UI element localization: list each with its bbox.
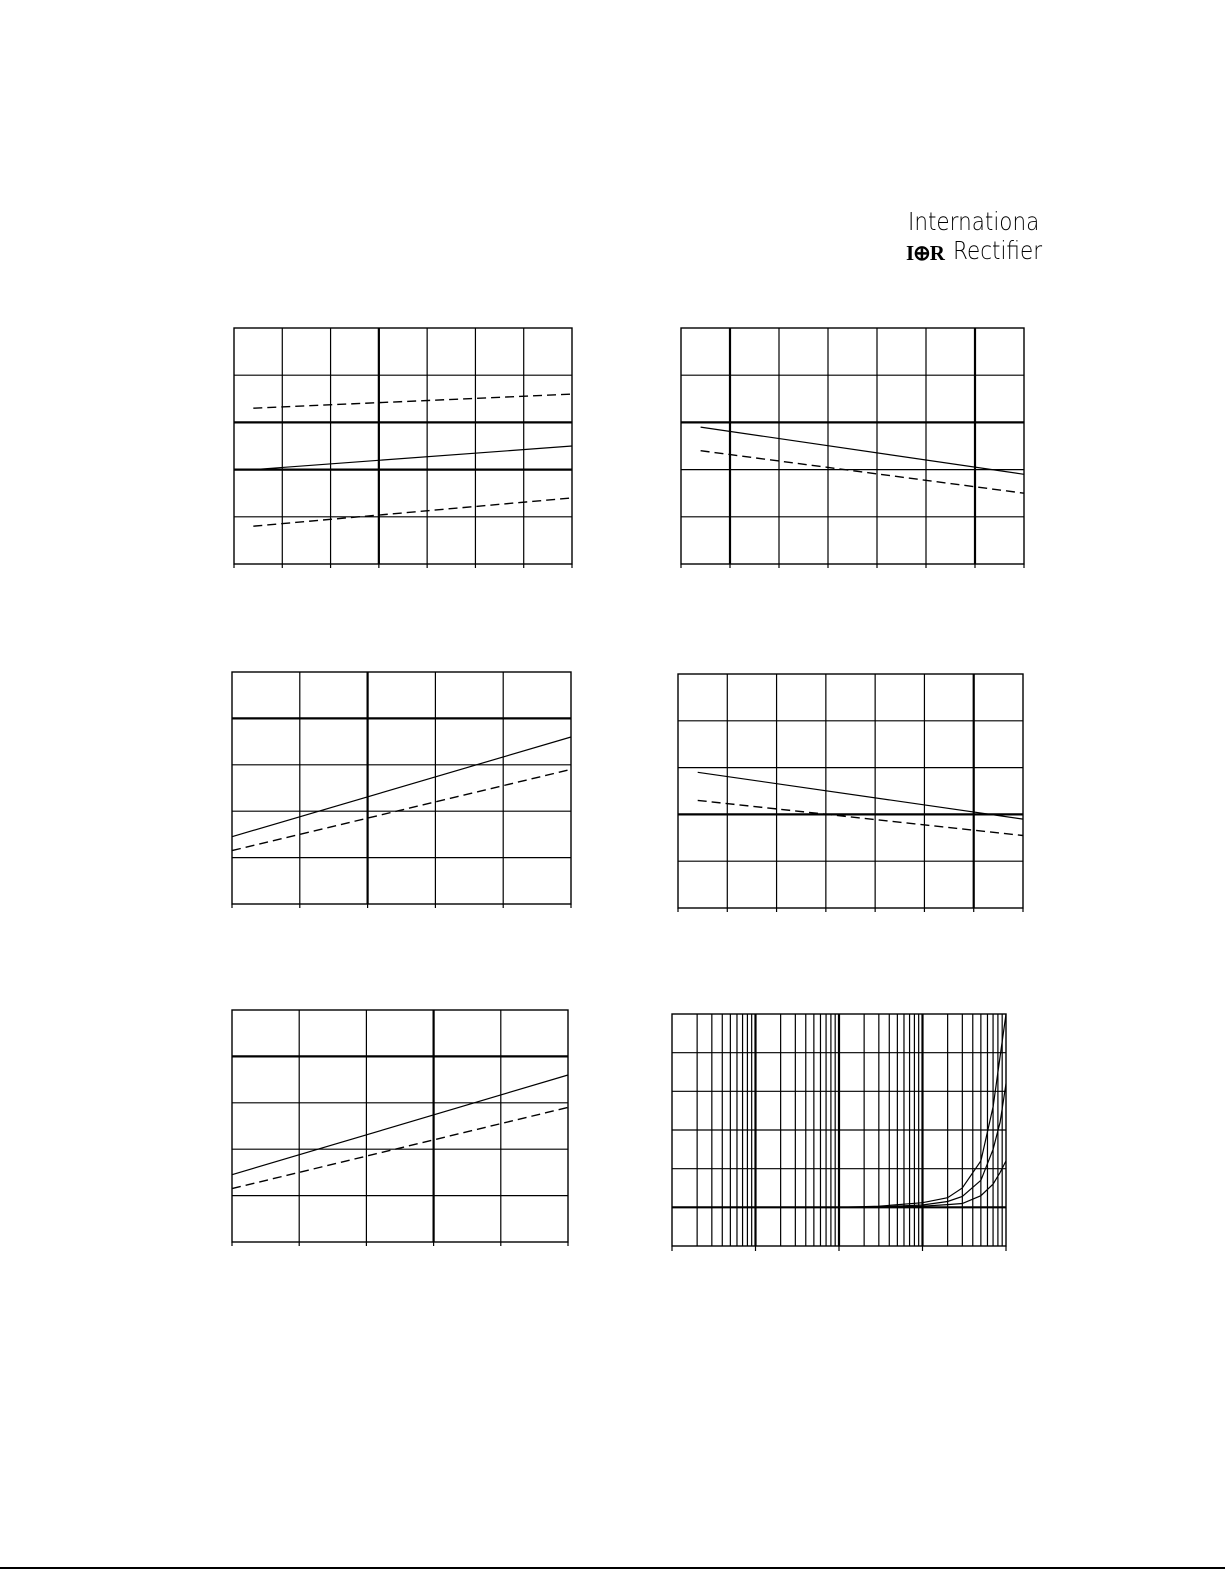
company-logo: [905, 207, 1045, 269]
series-line-2: [232, 769, 571, 850]
series-line-1: [232, 737, 571, 837]
logo-line-rectifier: Rectifier: [953, 236, 1043, 265]
chart-bottom-right: [672, 1014, 1006, 1246]
plot-frame: [681, 328, 1024, 564]
logo-ior-mark: I⊕R: [906, 241, 944, 265]
chart-middle-right: [678, 674, 1023, 908]
plot-frame: [232, 1010, 568, 1242]
series-line-1: [232, 1075, 568, 1175]
chart-top-left: [234, 328, 572, 564]
plot-frame: [234, 328, 572, 564]
plot-frame: [232, 672, 571, 904]
chart-middle-left: [232, 672, 571, 904]
series-line-2: [232, 1107, 568, 1188]
chart-bottom-left: [232, 1010, 568, 1242]
chart-top-right: [681, 328, 1024, 564]
plot-frame: [678, 674, 1023, 908]
logo-line-international: Internationa: [908, 207, 1040, 236]
footer-rule: [0, 1567, 1225, 1569]
